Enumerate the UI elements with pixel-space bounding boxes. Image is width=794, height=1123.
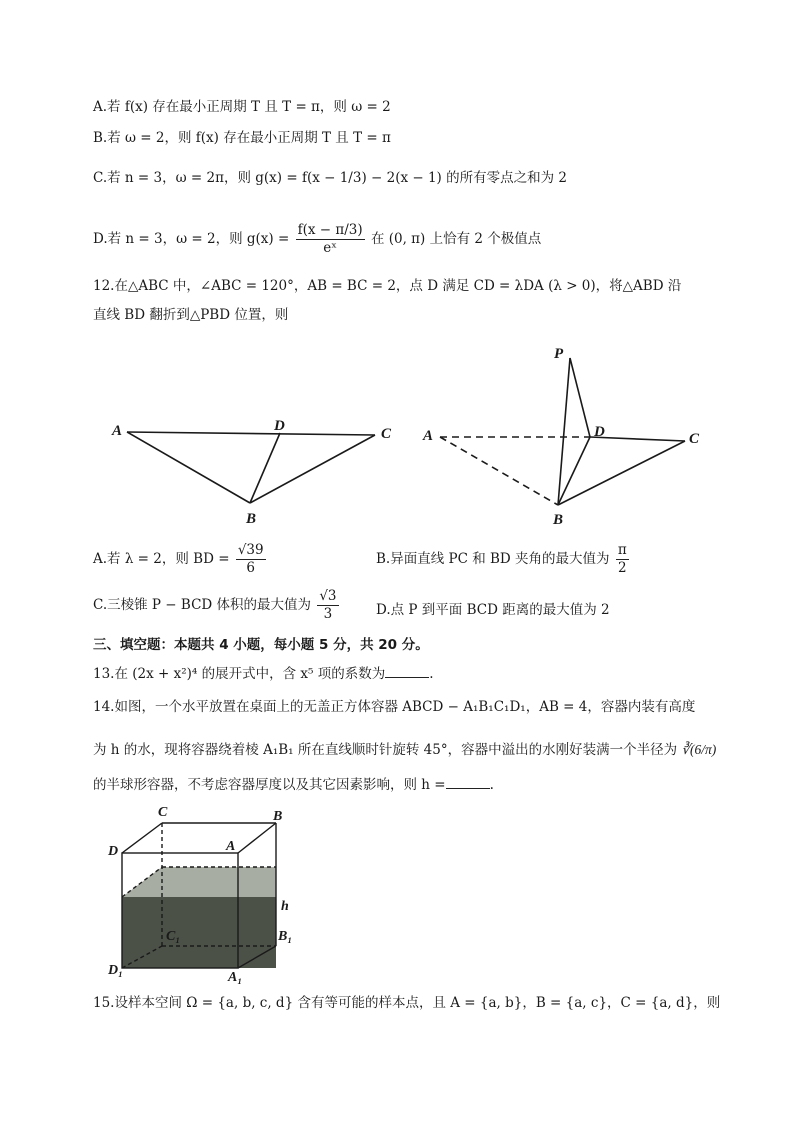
q12-stem-line2: 直线 BD 翻折到△PBD 位置，则: [93, 307, 289, 323]
q13-text: 13.在 (2x + x²)⁴ 的展开式中，含 x⁵ 项的系数为: [93, 666, 386, 682]
q11-option-d: [93, 222, 541, 257]
q12-option-c-numerator: √3: [319, 588, 337, 604]
q15-stem: 15.设样本空间 Ω = {a, b, c, d} 含有等可能的样本点，且 A = {a, b}，B = {a, c}，C = {a, d}，则: [93, 995, 721, 1011]
q12-option-b-prefix: B.异面直线 PC 和 BD 夹角的最大值为: [376, 551, 610, 567]
label-h: h: [281, 899, 289, 914]
label-d1: D₁: [108, 963, 123, 978]
q12-option-d: D.点 P 到平面 BCD 距离的最大值为 2: [376, 602, 610, 618]
edge-ab: [127, 432, 250, 503]
q12-option-b-denominator: 2: [617, 560, 627, 576]
label-d: D: [274, 418, 285, 434]
q14-stem-line3: 的半球形容器，不考虑容器厚度以及其它因素影响，则 h = .: [93, 777, 494, 793]
q13: 13.在 (2x + x²)⁴ 的展开式中，含 x⁵ 项的系数为 .: [93, 666, 434, 682]
label-a: A: [112, 423, 123, 439]
edge-ab-dashed: [440, 437, 558, 505]
label-a: A: [226, 839, 236, 854]
label-c: C: [381, 426, 392, 442]
label-c1: C₁: [166, 929, 181, 944]
q12-option-c-prefix: C.三棱锥 P − BCD 体积的最大值为: [93, 597, 312, 613]
q12-option-a: [93, 542, 268, 577]
q12-figure-folded: [415, 340, 715, 530]
q14-stem-line1: 14.如图，一个水平放置在桌面上的无盖正方体容器 ABCD − A₁B₁C₁D₁，AB = 4，容器内装有高度: [93, 699, 696, 715]
q11-option-c: C.若 n = 3，ω = 2π，则 g(x) = f(x − 1/3) − 2(x − 1) 的所有零点之和为 2: [93, 170, 567, 186]
q12-option-c-fraction: [317, 588, 338, 623]
edge-bc: [558, 441, 685, 505]
label-b: B: [273, 809, 283, 824]
q12-option-a-denominator: 6: [246, 560, 255, 576]
section-heading: 三、填空题：本题共 4 小题，每小题 5 分，共 20 分。: [93, 637, 429, 653]
q12-option-c-denominator: 3: [323, 606, 333, 622]
q11-option-d-fraction: [296, 222, 365, 257]
q11-option-d-numerator: f(x − π/3): [297, 222, 363, 238]
q14-answer-blank[interactable]: [446, 776, 490, 789]
label-c: C: [689, 431, 700, 447]
q14-stem-line3-text: 的半球形容器，不考虑容器厚度以及其它因素影响，则 h =: [93, 777, 446, 793]
q12-option-b-numerator: π: [617, 542, 627, 558]
water-front-face: [122, 897, 276, 968]
label-b: B: [553, 512, 564, 528]
q12-option-a-fraction: [236, 542, 266, 577]
edge-ac: [127, 432, 375, 435]
label-c: C: [158, 805, 168, 820]
q14-stem-line2: [93, 740, 716, 760]
label-p: P: [554, 346, 564, 362]
water-surface: [122, 867, 276, 897]
q11-option-b: B.若 ω = 2，则 f(x) 存在最小正周期 T 且 T = π: [93, 130, 391, 146]
q11-option-a: A.若 f(x) 存在最小正周期 T 且 T = π，则 ω = 2: [93, 99, 391, 115]
q14-figure-cube: [100, 800, 310, 990]
q12-option-b-fraction: [616, 542, 629, 577]
q12-option-a-numerator: √39: [237, 542, 264, 558]
q12-option-c: [93, 588, 341, 623]
q14-radius-root: ∛(6/π): [681, 742, 717, 757]
label-a: A: [423, 428, 434, 444]
edge-bc: [250, 435, 375, 503]
q12-figure-triangle: [100, 405, 410, 530]
label-d: D: [108, 844, 119, 859]
edge-pd: [570, 358, 590, 437]
q12-stem-line1: 12.在△ABC 中，∠ABC = 120°，AB = BC = 2，点 D 满足 CD = λDA (λ > 0)，将△ABD 沿: [93, 278, 682, 294]
q12-option-a-prefix: A.若 λ = 2，则 BD =: [93, 551, 230, 567]
q11-option-d-denominator: eˣ: [323, 240, 337, 256]
label-a1: A₁: [228, 970, 243, 985]
q11-option-d-prefix: D.若 n = 3，ω = 2，则 g(x) =: [93, 231, 290, 247]
label-d: D: [594, 424, 605, 440]
label-b1: B₁: [278, 929, 293, 944]
q14-stem-line2-text: 为 h 的水，现将容器绕着棱 A₁B₁ 所在直线顺时针旋转 45°，容器中溢出的水刚好装满一个半径为: [93, 742, 678, 758]
q12-option-b: [376, 542, 631, 577]
label-b: B: [246, 511, 257, 527]
edge-bd: [250, 433, 280, 503]
q11-option-d-suffix: 在 (0, π) 上恰有 2 个极值点: [370, 231, 542, 247]
q13-answer-blank[interactable]: [385, 665, 429, 678]
